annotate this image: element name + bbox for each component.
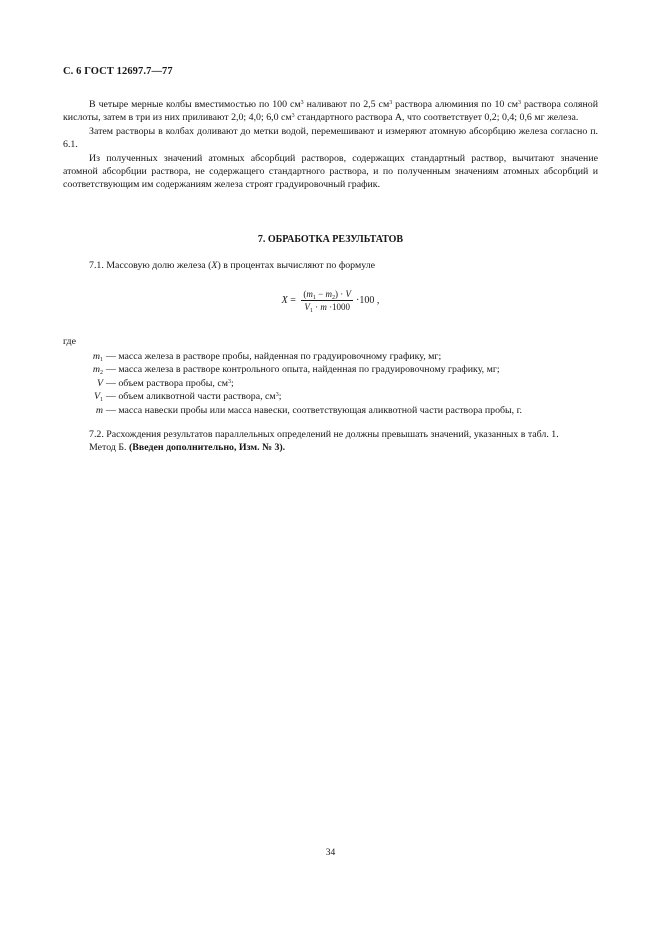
page-header: С. 6 ГОСТ 12697.7—77: [63, 66, 173, 77]
clause-7-2: 7.2. Расхождения результатов параллельных определений не должны превышать значений, указанных в табл. 1.: [89, 429, 559, 440]
iron-mass-fraction-formula: X = $\frac{(m_1 - m_2) \cdot V}{V_1 \cdot m \cdot 1000}$ ·100 ,: [281, 289, 380, 314]
formula-numerator: $(m_1 - m_2) \cdot V$: [303, 289, 351, 301]
intro-text: [63, 98, 598, 192]
definition-v: V — объем раствора пробы, $см^3$;: [96, 377, 234, 389]
formula-denominator: $V_1 \cdot m \cdot 1000$: [304, 302, 351, 314]
definition-m2: $m_2$ — масса железа в растворе контрольного опыта, найденная по градуировочному графику, мг;: [92, 364, 500, 377]
page-number: 34: [325, 848, 336, 858]
method-note: Метод Б. (Введен дополнительно, Изм. № 3).: [89, 442, 286, 454]
where-label: где: [63, 336, 76, 347]
definition-m1: $m_1$ — масса железа в растворе пробы, найденная по градуировочному графику, мг;: [92, 351, 442, 363]
paragraph-calibration-graph: Из полученных значений атомных абсорбций растворов, содержащих стандартный раствор, вычитают значение атомной абсорбции раствора, не содержащего стандартного раствора, и по полученным значениям атомных абсорбций и соответствующим им содержаниям железа строят градуировочный график.: [63, 152, 598, 191]
clause-7-1: 7.1. Массовую долю железа (X) в процентах вычисляют по формуле: [89, 260, 376, 271]
variable-definitions: [63, 350, 598, 417]
formula-fraction: [301, 289, 353, 312]
definition-m: m — масса навески пробы или масса навески, соответствующая аликвотной части раствора пробы, г.: [95, 404, 523, 416]
section-title: 7. ОБРАБОТКА РЕЗУЛЬТАТОВ: [257, 234, 404, 245]
paragraph-calibration-setup: В четыре мерные колбы вместимостью по 100 $см^3$ наливают по 2,5 $см^3$ раствора алюминия по 10 $см^3$ раствора соляной кислоты, затем в три из них приливают 2,0; 4,0; 6,0 $см^3$ стандартного раствора А, что соответствует 0,2; 0,4; 0,6 мг железа.: [63, 99, 598, 124]
paragraph-measurement: Затем растворы в колбах доливают до метки водой, перемешивают и измеряют атомную абсорбцию железа согласно п. 6.1.: [63, 125, 598, 151]
definition-v1: $V_1$ — объем аликвотной части раствора, $см^3$;: [93, 391, 282, 404]
closing-text: [63, 428, 598, 455]
